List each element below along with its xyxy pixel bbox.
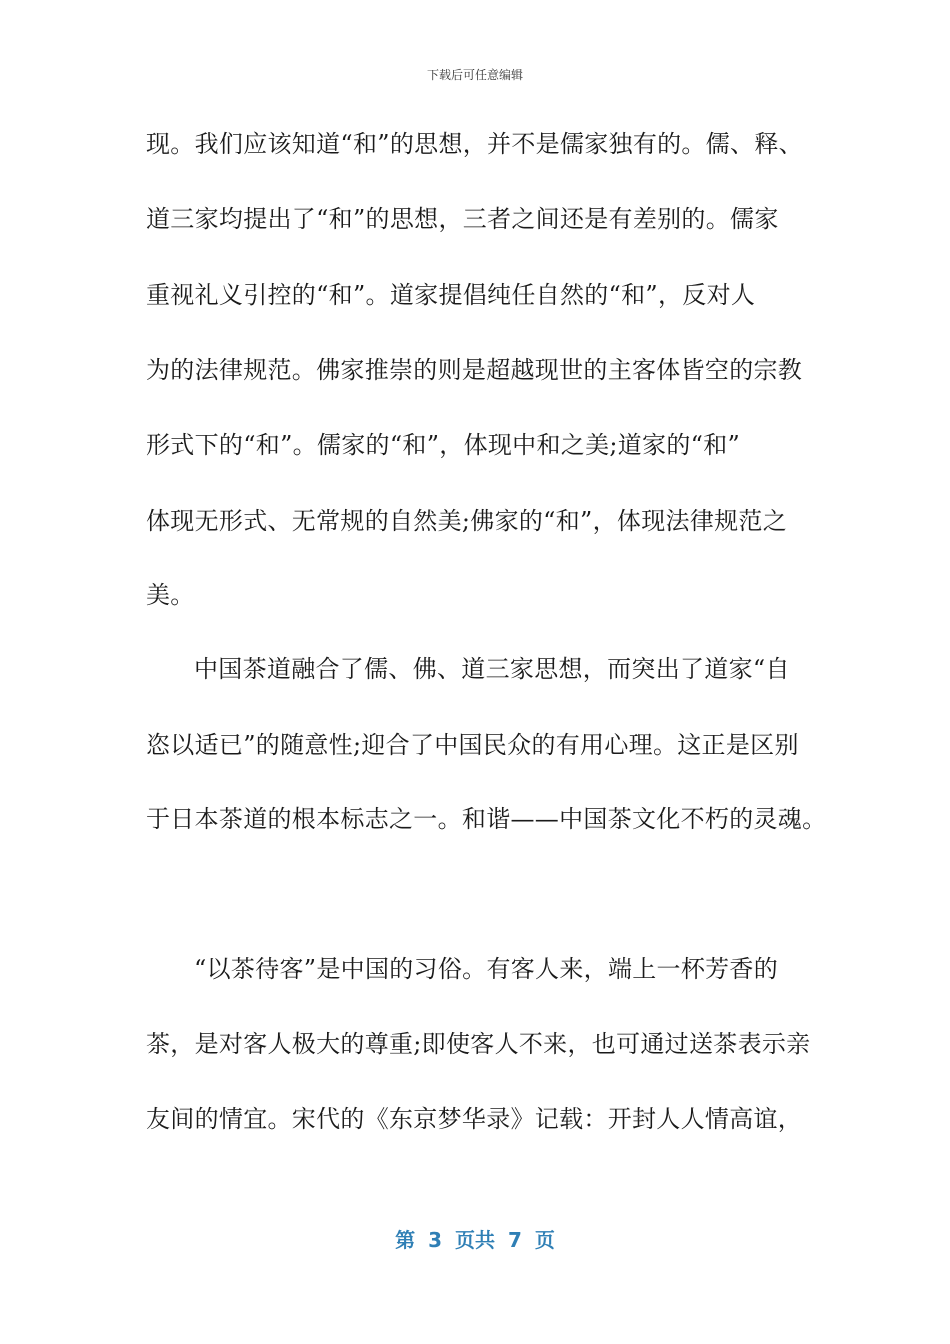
text-line: 茶，是对客人极大的尊重;即使客人不来，也可通过送茶表示亲	[146, 1030, 811, 1058]
page-number-footer: 第 3 页共 7 页	[395, 1228, 555, 1252]
text-line: 形式下的“和”。儒家的“和”，体现中和之美;道家的“和”	[146, 431, 741, 459]
text-line: 友间的情宜。宋代的《东京梦华录》记载：开封人人情高谊，	[146, 1105, 803, 1133]
text-line: 道三家均提出了“和”的思想，三者之间还是有差别的。儒家	[146, 205, 779, 233]
text-line: 恣以适已”的随意性;迎合了中国民众的有用心理。这正是区别	[146, 731, 799, 759]
text-line: 重视礼义引控的“和”。道家提倡纯任自然的“和”，反对人	[146, 281, 756, 309]
page-header: 下载后可任意编辑	[426, 68, 523, 82]
text-line: 现。我们应该知道“和”的思想，并不是儒家独有的。儒、释、	[146, 130, 803, 158]
text-line: 美。	[146, 581, 195, 609]
text-line: “以茶待客”是中国的习俗。有客人来，端上一杯芳香的	[194, 955, 779, 983]
text-line: 为的法律规范。佛家推崇的则是超越现世的主客体皆空的宗教	[146, 356, 803, 384]
text-line: 于日本茶道的根本标志之一。和谐——中国茶文化不朽的灵魂。	[146, 805, 827, 833]
text-line: 中国茶道融合了儒、佛、道三家思想，而突出了道家“自	[194, 655, 790, 683]
text-line: 体现无形式、无常规的自然美;佛家的“和”，体现法律规范之	[146, 507, 788, 535]
